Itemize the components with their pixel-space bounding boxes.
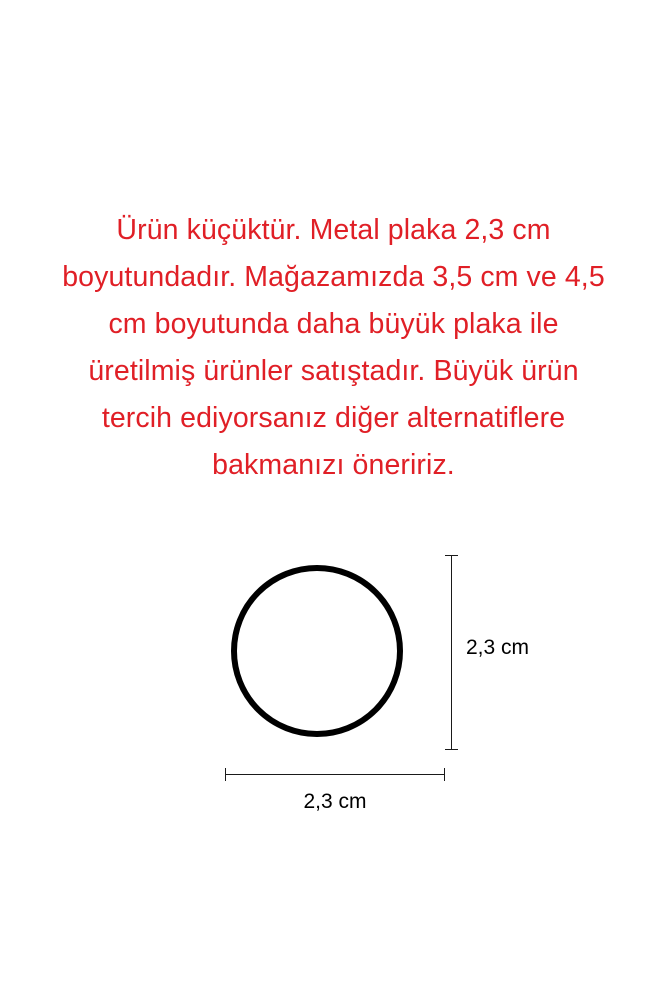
vertical-dimension-label: 2,3 cm [466, 636, 530, 659]
metal-plate-circle [231, 565, 403, 737]
vertical-dimension-line [451, 555, 452, 750]
horizontal-dimension-line [225, 774, 445, 775]
size-warning-text: Ürün küçüktür. Metal plaka 2,3 cm boyutundadır. Mağazamızda 3,5 cm ve 4,5 cm boyutunda daha büyük plaka ile üretilmiş ürünler satıştadır. Büyük ürün tercih ediyorsanız diğer alternatiflere bakmanızı öneririz. [62, 213, 605, 481]
horizontal-dimension-label: 2,3 cm [303, 790, 367, 813]
size-diagram [0, 540, 667, 830]
